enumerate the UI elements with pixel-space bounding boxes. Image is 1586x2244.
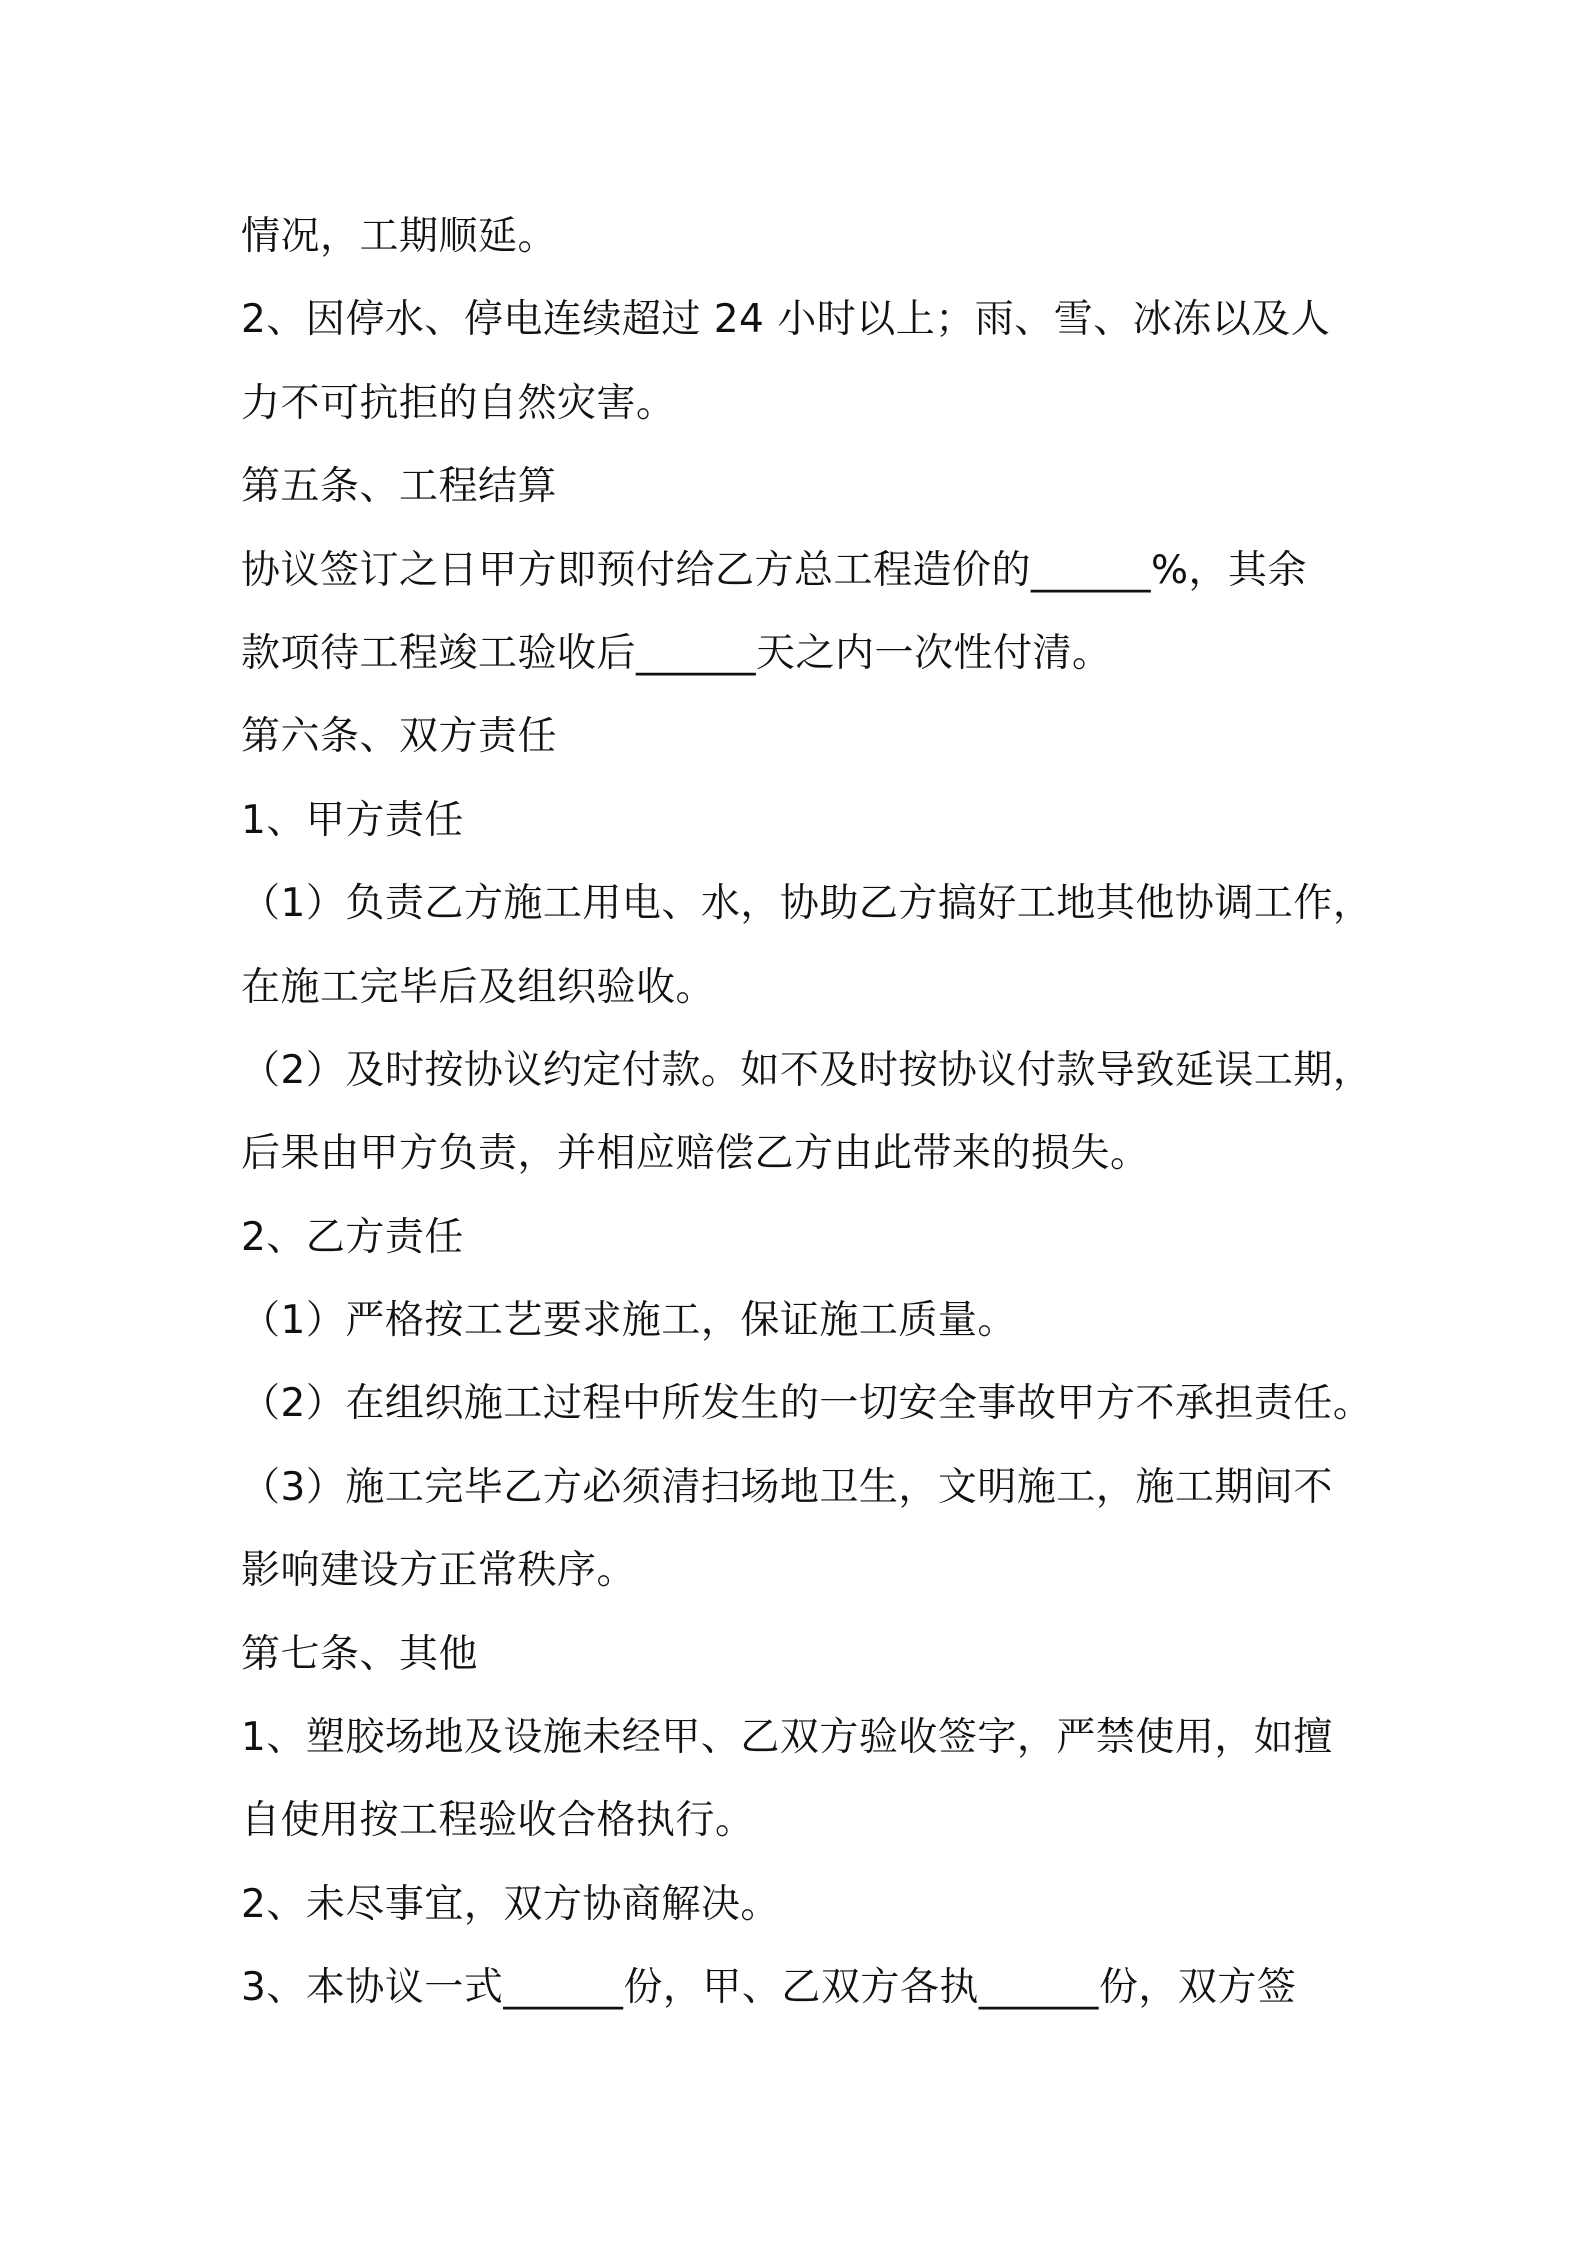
text-line: 在施工完毕后及组织验收。 [241, 964, 716, 1010]
text-line: 力不可抗拒的自然灾害。 [241, 380, 676, 426]
text-line: 3、本协议一式______份，甲、乙双方各执______份，双方签 [241, 1965, 1297, 2011]
subsection-heading: 1、甲方责任 [241, 797, 464, 843]
text-line: 2、未尽事宜，双方协商解决。 [241, 1881, 780, 1927]
text-line: 1、塑胶场地及设施未经甲、乙双方验收签字，严禁使用，如擅 [241, 1715, 1333, 1761]
text-line: 款项待工程竣工验收后______天之内一次性付清。 [241, 630, 1112, 676]
text-line: 自使用按工程验收合格执行。 [241, 1798, 755, 1844]
text-line: （2）及时按协议约定付款。如不及时按协议付款导致延误工期， [241, 1047, 1373, 1093]
section-heading: 第七条、其他 [241, 1631, 479, 1677]
contract-text [241, 195, 1371, 2030]
text-line: 影响建设方正常秩序。 [241, 1548, 637, 1594]
text-line: 后果由甲方负责，并相应赔偿乙方由此带来的损失。 [241, 1131, 1150, 1177]
text-line: （3）施工完毕乙方必须清扫场地卫生，文明施工，施工期间不 [241, 1464, 1333, 1510]
text-line: （1）负责乙方施工用电、水，协助乙方搞好工地其他协调工作， [241, 881, 1373, 927]
text-line: 2、因停水、停电连续超过 24 小时以上；雨、雪、冰冻以及人 [241, 297, 1331, 343]
section-heading: 第六条、双方责任 [241, 714, 558, 760]
text-line: 情况，工期顺延。 [241, 214, 558, 259]
subsection-heading: 2、乙方责任 [241, 1214, 464, 1260]
text-line: （2）在组织施工过程中所发生的一切安全事故甲方不承担责任。 [241, 1381, 1373, 1427]
section-heading: 第五条、工程结算 [241, 464, 558, 510]
text-line: （1）严格按工艺要求施工，保证施工质量。 [241, 1298, 1017, 1344]
text-line: 协议签订之日甲方即预付给乙方总工程造价的______%，其余 [241, 547, 1308, 593]
